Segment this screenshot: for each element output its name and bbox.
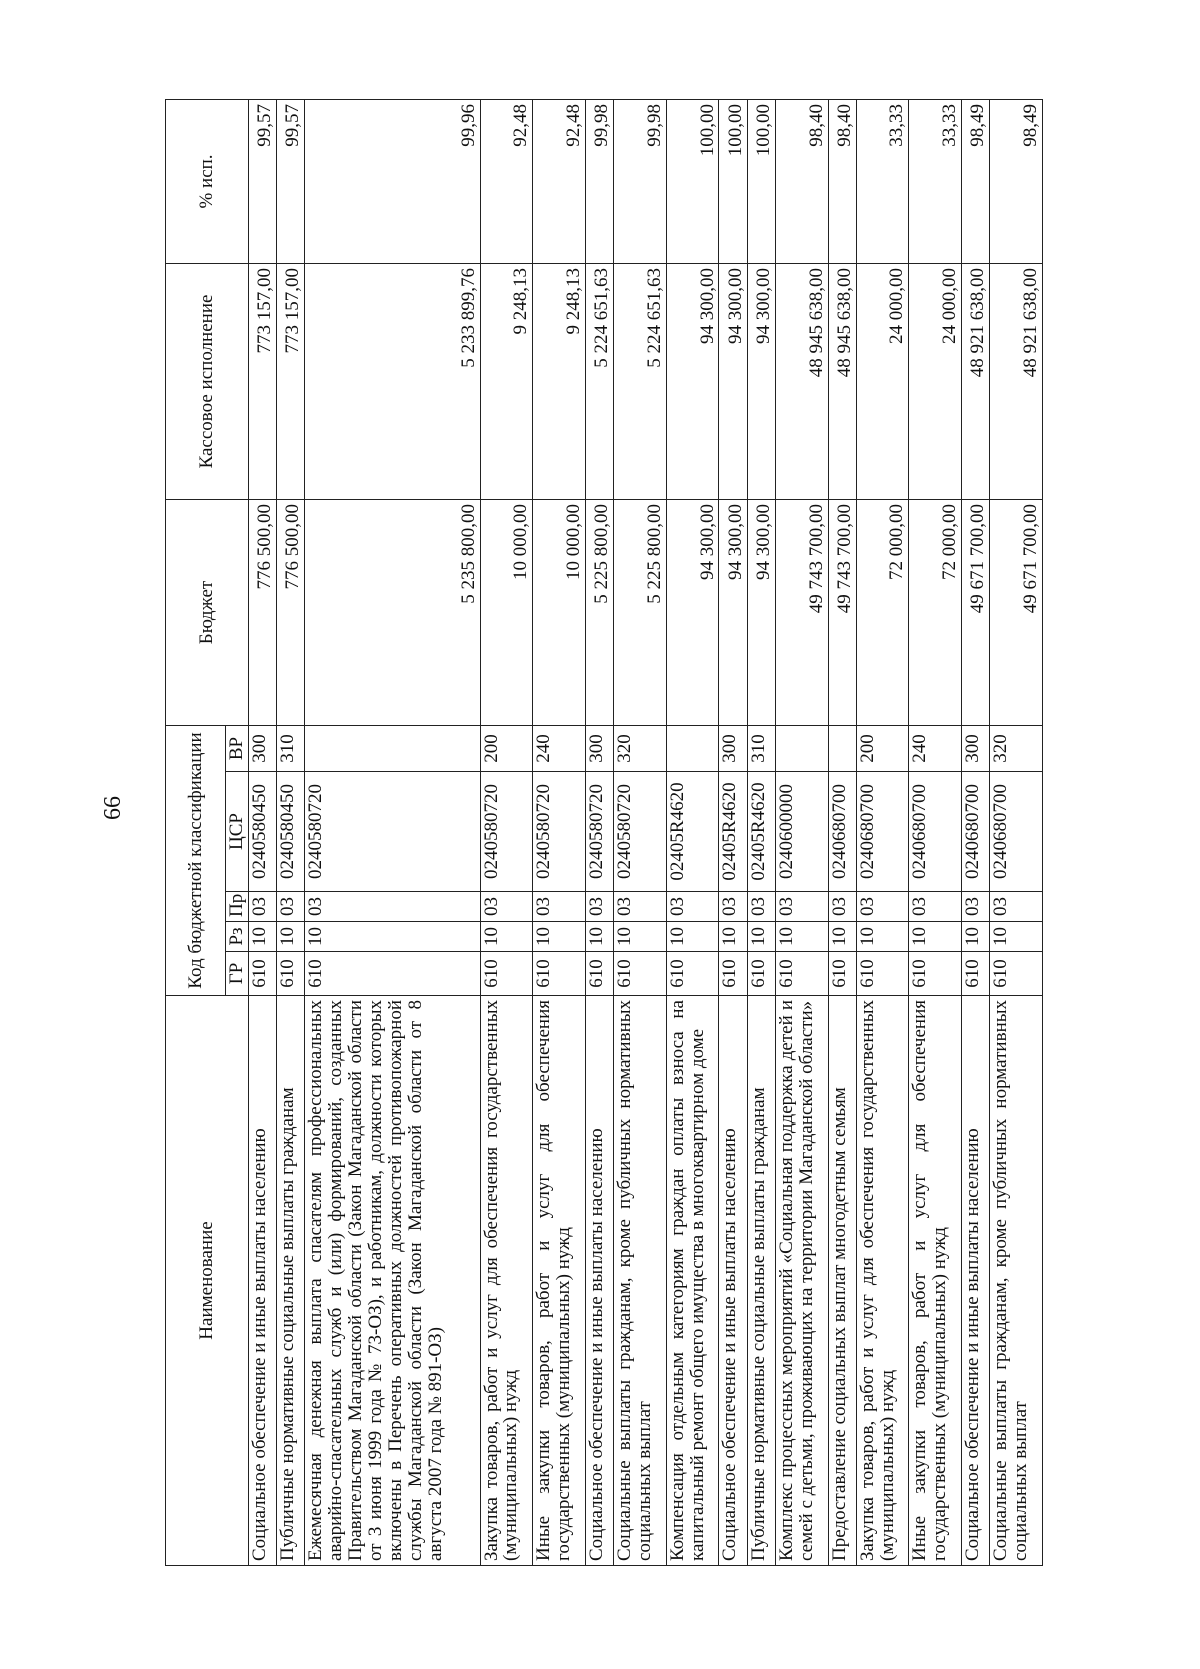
- cell-pr: 03: [585, 892, 613, 922]
- header-name: Наименование: [166, 996, 249, 1566]
- cell-pr: 03: [828, 892, 856, 922]
- cell-name: Иные закупки товаров, работ и услуг для обеспечения государственных (муниципальных) нужд: [909, 996, 962, 1566]
- cell-pr: 03: [775, 892, 828, 922]
- header-csr: ЦСР: [226, 772, 249, 892]
- cell-csr: 0240580720: [305, 772, 480, 892]
- cell-csr: 0240580720: [585, 772, 613, 892]
- cell-name: Социальное обеспечение и иные выплаты населению: [719, 996, 747, 1566]
- cell-vr: 300: [585, 725, 613, 771]
- cell-gr: 610: [909, 952, 962, 996]
- cell-pr: 03: [856, 892, 909, 922]
- cell-rz: 10: [909, 922, 962, 952]
- cell-csr: 0240680700: [909, 772, 962, 892]
- header-rz: Рз: [226, 922, 249, 952]
- table-row: [990, 99, 1043, 1565]
- cell-name: Компенсация отдельным категориям граждан оплаты взноса на капитальный ремонт общего имущества в многоквартирном доме: [666, 996, 719, 1566]
- cell-vr: 310: [747, 725, 775, 771]
- cell-budget: 5 225 800,00: [585, 499, 613, 725]
- cell-pct: 100,00: [747, 99, 775, 263]
- header-pr: Пр: [226, 892, 249, 922]
- cell-csr: 0240680700: [990, 772, 1043, 892]
- cell-csr: 0240580450: [277, 772, 305, 892]
- cell-vr: [775, 725, 828, 771]
- cell-rz: 10: [277, 922, 305, 952]
- cell-csr: 02405R4620: [719, 772, 747, 892]
- header-budget: Бюджет: [166, 499, 249, 725]
- cell-pct: 100,00: [666, 99, 719, 263]
- cell-cash: 773 157,00: [248, 263, 276, 499]
- cell-pr: 03: [666, 892, 719, 922]
- cell-name: Комплекс процессных мероприятий «Социальная поддержка детей и семей с детьми, проживающих на территории Магаданской области»: [775, 996, 828, 1566]
- cell-pr: 03: [248, 892, 276, 922]
- cell-name: Социальные выплаты гражданам, кроме публичных нормативных социальных выплат: [614, 996, 667, 1566]
- cell-gr: 610: [828, 952, 856, 996]
- cell-pct: 33,33: [856, 99, 909, 263]
- cell-rz: 10: [533, 922, 586, 952]
- cell-vr: 320: [614, 725, 667, 771]
- cell-budget: 776 500,00: [277, 499, 305, 725]
- cell-vr: 200: [856, 725, 909, 771]
- cell-csr: 0240680700: [962, 772, 990, 892]
- cell-vr: [828, 725, 856, 771]
- cell-cash: 9 248,13: [480, 263, 533, 499]
- cell-cash: 9 248,13: [533, 263, 586, 499]
- cell-name: Ежемесячная денежная выплата спасателям профессиональных аварийно-спасательных служб и (или) формирований, созданных Правительством Магаданской области (Закон Магаданской области от 3 июня 1999 года № 73-ОЗ), и работникам, должности которых включены в Перечень оперативных должностей противопожарной службы Магаданской области (Закон Магаданской области от 8 августа 2007 года № 891-ОЗ): [305, 996, 480, 1566]
- cell-name: Закупка товаров, работ и услуг для обеспечения государственных (муниципальных) нужд: [480, 996, 533, 1566]
- cell-name: Публичные нормативные социальные выплаты гражданам: [747, 996, 775, 1566]
- cell-name: Социальные выплаты гражданам, кроме публичных нормативных социальных выплат: [990, 996, 1043, 1566]
- cell-pct: 100,00: [719, 99, 747, 263]
- cell-budget: 94 300,00: [666, 499, 719, 725]
- cell-pr: 03: [305, 892, 480, 922]
- cell-pct: 92,48: [533, 99, 586, 263]
- header-code-group: Код бюджетной классификации: [166, 725, 226, 995]
- cell-csr: 0240580450: [248, 772, 276, 892]
- cell-csr: 0240580720: [480, 772, 533, 892]
- cell-gr: 610: [248, 952, 276, 996]
- cell-rz: 10: [614, 922, 667, 952]
- cell-pct: 99,57: [277, 99, 305, 263]
- table-row: [719, 99, 747, 1565]
- cell-rz: 10: [747, 922, 775, 952]
- cell-cash: 773 157,00: [277, 263, 305, 499]
- cell-pr: 03: [719, 892, 747, 922]
- cell-budget: 94 300,00: [747, 499, 775, 725]
- table-row: [248, 99, 276, 1565]
- cell-name: Социальное обеспечение и иные выплаты населению: [585, 996, 613, 1566]
- cell-gr: 610: [747, 952, 775, 996]
- cell-name: Социальное обеспечение и иные выплаты населению: [962, 996, 990, 1566]
- cell-gr: 610: [480, 952, 533, 996]
- cell-rz: 10: [480, 922, 533, 952]
- cell-cash: 5 233 899,76: [305, 263, 480, 499]
- cell-pct: 99,98: [614, 99, 667, 263]
- cell-gr: 610: [666, 952, 719, 996]
- cell-gr: 610: [719, 952, 747, 996]
- table-row: [856, 99, 909, 1565]
- budget-execution-table: [165, 99, 1043, 1566]
- table-row: [614, 99, 667, 1565]
- cell-budget: 49 743 700,00: [828, 499, 856, 725]
- table-row: [962, 99, 990, 1565]
- cell-pct: 98,49: [990, 99, 1043, 263]
- cell-cash: 5 224 651,63: [614, 263, 667, 499]
- cell-budget: 49 671 700,00: [990, 499, 1043, 725]
- cell-vr: 300: [962, 725, 990, 771]
- cell-rz: 10: [719, 922, 747, 952]
- cell-rz: 10: [666, 922, 719, 952]
- cell-rz: 10: [775, 922, 828, 952]
- cell-pr: 03: [614, 892, 667, 922]
- table-row: [533, 99, 586, 1565]
- cell-pct: 98,40: [775, 99, 828, 263]
- cell-vr: 240: [533, 725, 586, 771]
- cell-name: Предоставление социальных выплат многодетным семьям: [828, 996, 856, 1566]
- cell-budget: 5 225 800,00: [614, 499, 667, 725]
- cell-budget: 49 743 700,00: [775, 499, 828, 725]
- cell-name: Закупка товаров, работ и услуг для обеспечения государственных (муниципальных) нужд: [856, 996, 909, 1566]
- budget-table-page: [165, 100, 1043, 1566]
- cell-rz: 10: [828, 922, 856, 952]
- cell-rz: 10: [856, 922, 909, 952]
- cell-gr: 610: [856, 952, 909, 996]
- cell-cash: 24 000,00: [909, 263, 962, 499]
- cell-pct: 33,33: [909, 99, 962, 263]
- header-vr: ВР: [226, 725, 249, 771]
- cell-csr: 0240680700: [856, 772, 909, 892]
- cell-csr: 0240680700: [828, 772, 856, 892]
- cell-pr: 03: [533, 892, 586, 922]
- header-gr: ГР: [226, 952, 249, 996]
- cell-pr: 03: [962, 892, 990, 922]
- table-row: [480, 99, 533, 1565]
- table-body: [248, 99, 1042, 1565]
- cell-budget: 10 000,00: [480, 499, 533, 725]
- cell-budget: 49 671 700,00: [962, 499, 990, 725]
- cell-gr: 610: [533, 952, 586, 996]
- cell-csr: 02405R4620: [666, 772, 719, 892]
- cell-pct: 99,57: [248, 99, 276, 263]
- cell-cash: 24 000,00: [856, 263, 909, 499]
- cell-vr: 300: [719, 725, 747, 771]
- cell-budget: 5 235 800,00: [305, 499, 480, 725]
- cell-pr: 03: [747, 892, 775, 922]
- cell-pct: 99,98: [585, 99, 613, 263]
- cell-vr: 320: [990, 725, 1043, 771]
- cell-name: Публичные нормативные социальные выплаты гражданам: [277, 996, 305, 1566]
- cell-vr: 300: [248, 725, 276, 771]
- cell-gr: 610: [614, 952, 667, 996]
- cell-vr: 310: [277, 725, 305, 771]
- cell-csr: 0240600000: [775, 772, 828, 892]
- cell-cash: 48 921 638,00: [990, 263, 1043, 499]
- cell-cash: 5 224 651,63: [585, 263, 613, 499]
- cell-cash: 48 945 638,00: [775, 263, 828, 499]
- cell-gr: 610: [585, 952, 613, 996]
- cell-csr: 02405R4620: [747, 772, 775, 892]
- cell-rz: 10: [990, 922, 1043, 952]
- cell-csr: 0240580720: [533, 772, 586, 892]
- cell-pct: 98,49: [962, 99, 990, 263]
- table-row: [747, 99, 775, 1565]
- table-row: [666, 99, 719, 1565]
- cell-gr: 610: [990, 952, 1043, 996]
- cell-pct: 92,48: [480, 99, 533, 263]
- page-number: 66: [100, 796, 126, 820]
- cell-name: Иные закупки товаров, работ и услуг для обеспечения государственных (муниципальных) нужд: [533, 996, 586, 1566]
- cell-gr: 610: [962, 952, 990, 996]
- cell-cash: 94 300,00: [719, 263, 747, 499]
- cell-budget: 72 000,00: [856, 499, 909, 725]
- cell-pct: 99,96: [305, 99, 480, 263]
- table-row: [828, 99, 856, 1565]
- cell-pr: 03: [990, 892, 1043, 922]
- cell-cash: 94 300,00: [666, 263, 719, 499]
- cell-vr: 240: [909, 725, 962, 771]
- cell-budget: 10 000,00: [533, 499, 586, 725]
- cell-budget: 72 000,00: [909, 499, 962, 725]
- cell-rz: 10: [962, 922, 990, 952]
- header-cash: Кассовое исполнение: [166, 263, 249, 499]
- cell-pr: 03: [909, 892, 962, 922]
- table-row: [585, 99, 613, 1565]
- cell-name: Социальное обеспечение и иные выплаты населению: [248, 996, 276, 1566]
- cell-gr: 610: [277, 952, 305, 996]
- cell-budget: 94 300,00: [719, 499, 747, 725]
- table-row: [909, 99, 962, 1565]
- header-pct: % исп.: [166, 99, 249, 263]
- table-row: [277, 99, 305, 1565]
- table-row: [775, 99, 828, 1565]
- cell-pct: 98,40: [828, 99, 856, 263]
- table-header: [166, 99, 249, 1565]
- cell-gr: 610: [305, 952, 480, 996]
- cell-rz: 10: [585, 922, 613, 952]
- cell-cash: 48 945 638,00: [828, 263, 856, 499]
- table-row: [305, 99, 480, 1565]
- cell-vr: [666, 725, 719, 771]
- cell-vr: [305, 725, 480, 771]
- cell-gr: 610: [775, 952, 828, 996]
- cell-pr: 03: [277, 892, 305, 922]
- cell-budget: 776 500,00: [248, 499, 276, 725]
- cell-vr: 200: [480, 725, 533, 771]
- cell-cash: 48 921 638,00: [962, 263, 990, 499]
- cell-rz: 10: [305, 922, 480, 952]
- cell-csr: 0240580720: [614, 772, 667, 892]
- cell-cash: 94 300,00: [747, 263, 775, 499]
- cell-rz: 10: [248, 922, 276, 952]
- cell-pr: 03: [480, 892, 533, 922]
